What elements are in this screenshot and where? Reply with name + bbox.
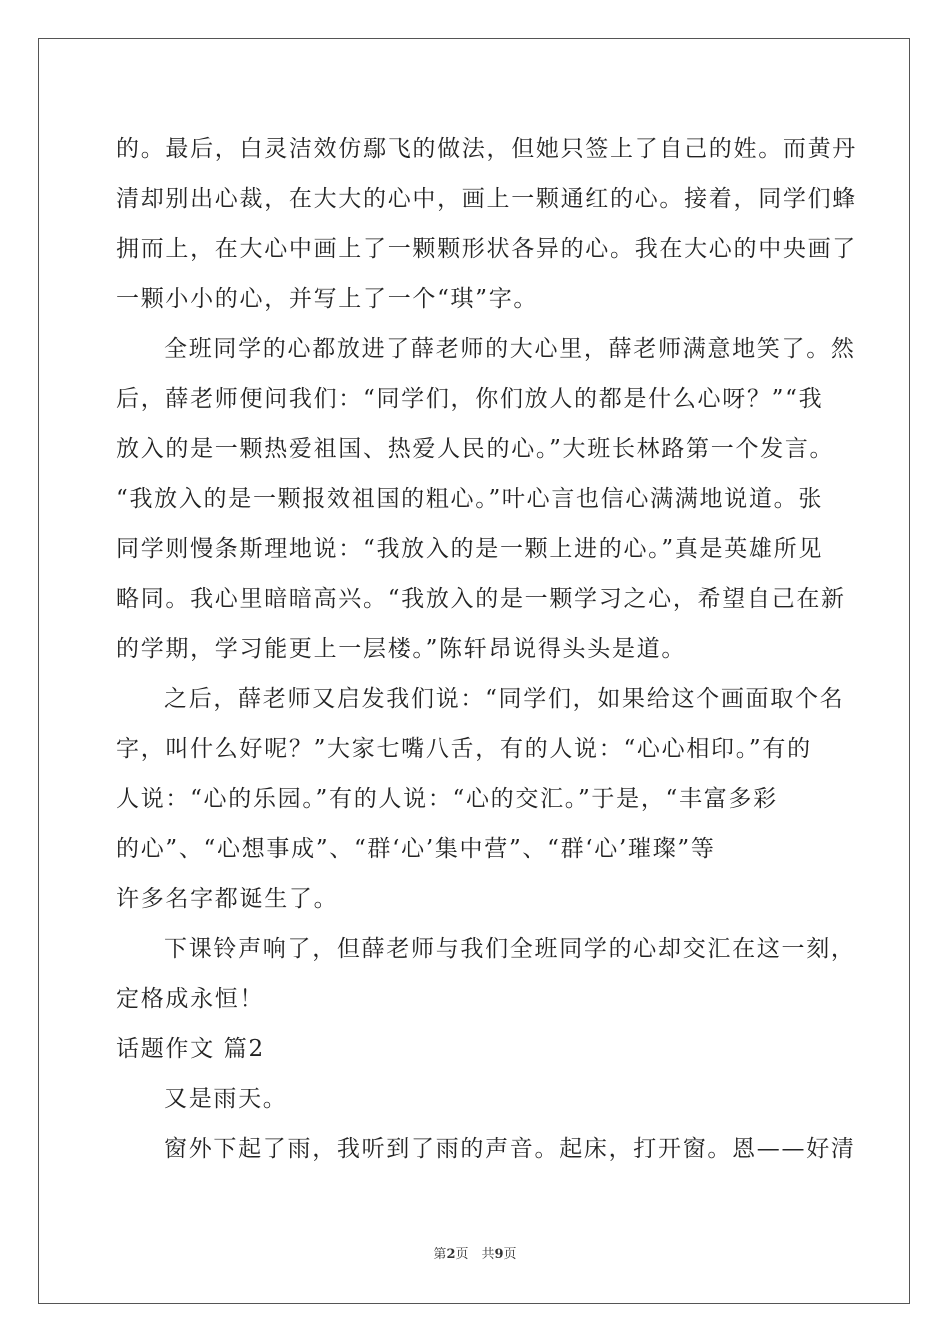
page-number: 2 xyxy=(446,1247,456,1262)
text-line: 放入的是一颗热爱祖国、热爱人民的心。”大班长林路第一个发言。 xyxy=(116,436,835,462)
document-body xyxy=(116,124,857,1174)
text-line: 的心”、“心想事成”、“群‘心’集中营”、“群‘心’璀璨”等 xyxy=(116,836,716,862)
text-line: 清却别出心裁，在大大的心中，画上一颗通红的心。接着，同学们蜂 xyxy=(116,186,857,212)
text-line: 拥而上，在大心中画上了一颗颗形状各异的心。我在大心的中央画了 xyxy=(116,236,857,262)
text-line: 的学期，学习能更上一层楼。”陈轩昂说得头头是道。 xyxy=(116,636,687,662)
section-heading: 话题作文 篇2 xyxy=(116,1036,265,1062)
page-mid: 页 共 xyxy=(455,1247,495,1262)
text-line: 同学则慢条斯理地说：“我放入的是一颗上进的心。”真是英雄所见 xyxy=(116,536,824,562)
page-prefix: 第 xyxy=(433,1247,447,1262)
text-line: 许多名字都诞生了。 xyxy=(116,886,339,912)
text-line: 略同。我心里暗暗高兴。“我放入的是一颗学习之心，希望自己在新 xyxy=(116,586,846,612)
text-line: 人说：“心的乐园。”有的人说：“心的交汇。”于是，“丰富多彩 xyxy=(116,786,778,812)
text-line: 下课铃声响了，但薛老师与我们全班同学的心却交汇在这一刻， xyxy=(164,936,856,962)
text-line: 全班同学的心都放进了薛老师的大心里，薛老师满意地笑了。然 xyxy=(164,336,856,362)
text-line: 之后，薛老师又启发我们说：“同学们，如果给这个画面取个名 xyxy=(164,686,845,712)
text-line: 的。最后，白灵洁效仿鄢飞的做法，但她只签上了自己的姓。而黄丹 xyxy=(116,136,857,162)
text-line: 又是雨天。 xyxy=(164,1086,288,1112)
text-line: 窗外下起了雨，我听到了雨的声音。起床，打开窗。恩——好清 xyxy=(164,1136,856,1162)
page-total: 9 xyxy=(494,1247,504,1262)
page-suffix: 页 xyxy=(503,1247,517,1262)
page-footer xyxy=(0,1243,950,1262)
text-line: “我放入的是一颗报效祖国的粗心。”叶心言也信心满满地说道。张 xyxy=(116,486,824,512)
text-line: 后，薛老师便问我们：“同学们，你们放人的都是什么心呀？”“我 xyxy=(116,386,824,412)
text-line: 定格成永恒！ xyxy=(116,986,265,1012)
text-line: 字，叫什么好呢？”大家七嘴八舌，有的人说：“心心相印。”有的 xyxy=(116,736,812,762)
text-line: 一颗小小的心，并写上了一个“琪”字。 xyxy=(116,286,539,312)
